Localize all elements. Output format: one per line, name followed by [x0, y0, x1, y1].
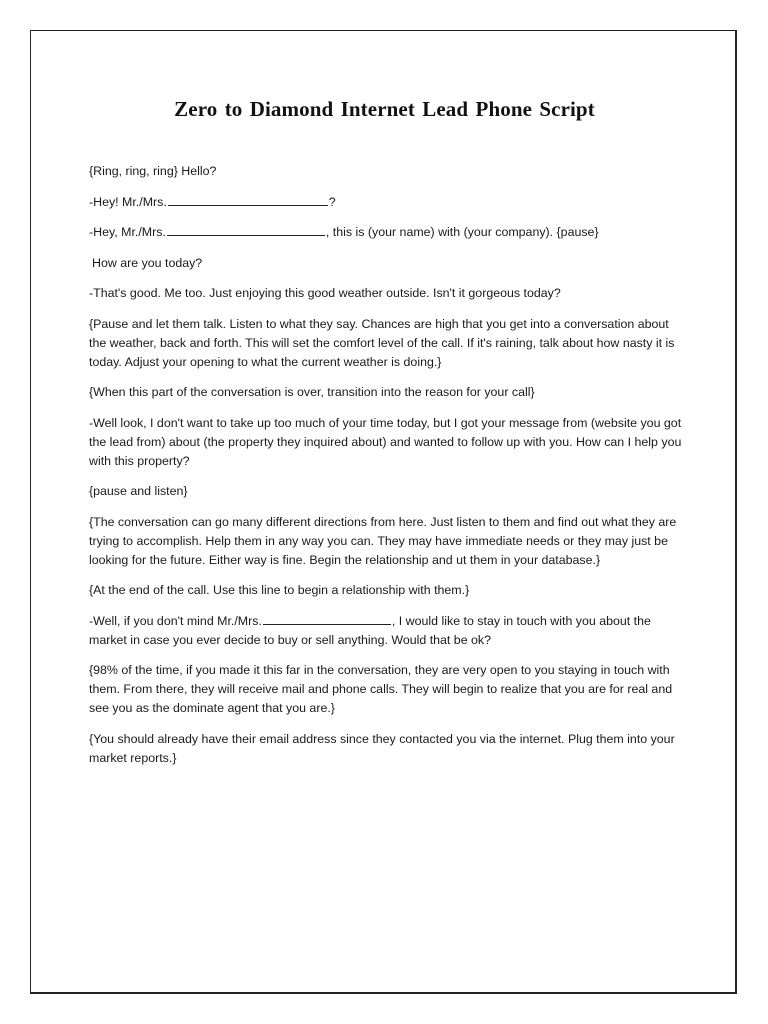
script-body: [89, 162, 689, 779]
script-note-conversation: {The conversation can go many different directions from here. Just listen to them and find out what they are trying to accomplish. Help them in any way you can. They may have immediate needs or they may just be looking for the future. Either way is fine. Begin the relationship and ut them in your database.}: [89, 514, 677, 567]
script-note-transition: {When this part of the conversation is over, transition into the reason for your call}: [89, 385, 535, 399]
script-note-end-call: {At the end of the call. Use this line to begin a relationship with them.}: [89, 583, 470, 597]
script-note-email: {You should already have their email address since they contacted you via the internet. Plug them into your market reports.}: [89, 731, 675, 765]
intro-rest: , this is (your name) with (your company). {pause}: [325, 225, 599, 239]
greeting-end: ?: [328, 194, 336, 209]
script-note-followup: {98% of the time, if you made it this far in the conversation, they are very open to you staying in touch with them. From there, they will receive mail and phone calls. They will begin to realize that you are for real and see you as the dominate agent that you are.}: [89, 663, 673, 715]
script-line-reason: -Well look, I don't want to take up too much of your time today, but I got your message from (website you got the lead from) about (the property they inquired about) and wanted to follow up with you. How can I help you with this property?: [89, 415, 682, 468]
greeting-text: -Hey! Mr./Mrs.: [89, 194, 167, 209]
script-note-listen: {pause and listen}: [89, 484, 188, 498]
stay-text: -Well, if you don't mind Mr./Mrs.: [89, 613, 262, 628]
name-blank: [168, 194, 328, 206]
script-line-weather: -That's good. Me too. Just enjoying this good weather outside. Isn't it gorgeous today?: [89, 286, 561, 300]
intro-text: -Hey, Mr./Mrs.: [89, 225, 166, 239]
name-blank: [263, 613, 391, 625]
script-line-greeting: [89, 193, 689, 212]
script-note-pause: {Pause and let them talk. Listen to what they say. Chances are high that you get into a conversation about the weather, back and forth. This will set the comfort level of the call. If it's raining, talk about how nasty it is today. Adjust your opening to what the current weather is doing.}: [89, 316, 675, 369]
script-line-introduction: [89, 223, 689, 242]
document-title: Zero to Diamond Internet Lead Phone Script: [174, 97, 595, 121]
document-page: [30, 30, 737, 994]
script-line-stay-in-touch: [89, 612, 689, 650]
script-line-ring: {Ring, ring, ring} Hello?: [89, 164, 217, 178]
name-blank: [167, 224, 325, 236]
script-line-how-are-you: How are you today?: [92, 255, 203, 270]
stay-rest: , I would like to stay in touch with you about the market in case you ever decide to buy or sell anything. Would that be ok?: [89, 613, 651, 647]
